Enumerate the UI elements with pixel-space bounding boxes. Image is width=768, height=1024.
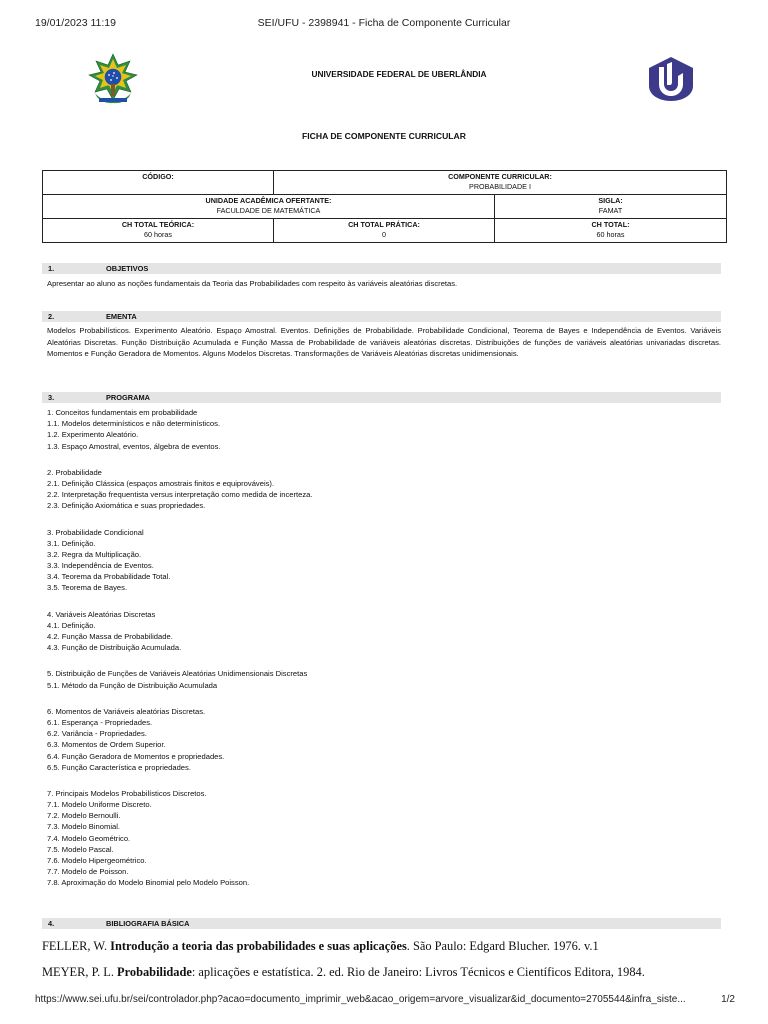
programa-subtopic: 7.3. Modelo Binomial. (47, 822, 121, 832)
programa-subtopic: 7.1. Modelo Uniforme Discreto. (47, 800, 152, 810)
programa-subtopic: 1.2. Experimento Aleatório. (47, 430, 139, 440)
print-document-title: SEI/UFU - 2398941 - Ficha de Componente Curricular (257, 17, 511, 29)
codigo-label: CÓDIGO: (142, 172, 174, 181)
page-number: 1/2 (721, 994, 735, 1005)
section-title: OBJETIVOS (106, 264, 149, 273)
ementa-text: Modelos Probabilísticos. Experimento Aleatório. Espaço Amostral. Eventos. Definições de Probabilidade. Probabilidade Condicional, Teorema de Bayes e Independência de Eventos. Variáveis Aleatórias Discretas. Função Distribuição Acumulada e Função Massa de Probabilidade de variáveis aleatórias discretas. Distribuições de funções de variáveis aleatórias univariadas discretas. Momentos e Função Geradora de Momentos. Alguns Modelos Discretas. Transformações de Variáveis Aleatórias discretas unidimensionais. (47, 326, 721, 358)
programa-topic-group (47, 527, 721, 594)
programa-subtopic: 3.1. Definição. (47, 538, 96, 548)
programa-list (47, 407, 721, 904)
section-number: 3. (48, 393, 55, 402)
componente-value: PROBABILIDADE I (469, 182, 531, 191)
codigo-cell (43, 171, 274, 195)
sigla-label: SIGLA: (598, 196, 623, 205)
university-name: UNIVERSIDADE FEDERAL DE UBERLÂNDIA (311, 69, 487, 79)
section-title: PROGRAMA (106, 393, 150, 402)
programa-topic-heading: 6. Momentos de Variáveis aleatórias Discretas. (47, 706, 206, 716)
section-title: BIBLIOGRAFIA BÁSICA (106, 919, 190, 928)
programa-topic-heading: 7. Principais Modelos Probabilísticos Discretos. (47, 788, 207, 798)
programa-subtopic: 6.2. Variância - Propriedades. (47, 729, 147, 739)
section-title: EMENTA (106, 312, 137, 321)
bibliography-author: MEYER, P. L. (42, 965, 118, 979)
programa-subtopic: 7.4. Modelo Geométrico. (47, 833, 131, 843)
programa-subtopic: 7.2. Modelo Bernoulli. (47, 811, 121, 821)
programa-topic-heading: 3. Probabilidade Condicional (47, 527, 144, 537)
programa-subtopic: 4.3. Função de Distribuição Acumulada. (47, 643, 182, 653)
bibliography-details: . São Paulo: Edgard Blucher. 1976. v.1 (406, 939, 599, 953)
programa-subtopic: 7.8. Aproximação do Modelo Binomial pelo Modelo Poisson. (47, 878, 250, 888)
programa-topic-heading: 4. Variáveis Aleatórias Discretas (47, 609, 156, 619)
unidade-value: FACULDADE DE MATEMÁTICA (216, 206, 321, 215)
programa-subtopic: 1.1. Modelos determinísticos e não determinísticos. (47, 419, 221, 429)
ch-pratica-label: CH TOTAL PRÁTICA: (348, 220, 420, 229)
section-number: 2. (48, 312, 55, 321)
ch-teorica-value: 60 horas (144, 230, 172, 239)
ch-pratica-value: 0 (382, 230, 386, 239)
programa-subtopic: 3.3. Independência de Eventos. (47, 561, 154, 571)
ch-total-cell (495, 219, 727, 243)
programa-topic-heading: 1. Conceitos fundamentais em probabilidade (47, 408, 198, 417)
sigla-cell (495, 195, 727, 219)
programa-subtopic: 2.3. Definição Axiomática e suas propriedades. (47, 501, 206, 511)
programa-subtopic: 7.7. Modelo de Poisson. (47, 867, 129, 877)
programa-subtopic: 4.1. Definição. (47, 620, 96, 630)
course-info-table (42, 170, 727, 243)
unidade-cell (43, 195, 495, 219)
section-objetivos-header (42, 263, 721, 274)
sigla-value: FAMAT (598, 206, 623, 215)
programa-subtopic: 2.2. Interpretação frequentista versus interpretação como medida de incerteza. (47, 490, 313, 500)
programa-subtopic: 3.5. Teorema de Bayes. (47, 583, 128, 593)
objetivos-text: Apresentar ao aluno as noções fundamentais da Teoria das Probabilidades com respeito às variáveis aleatórias discretas. (47, 279, 458, 288)
bibliography-entry (42, 938, 732, 954)
programa-topic-group (47, 609, 721, 654)
bibliography-entry (42, 964, 732, 980)
form-title: FICHA DE COMPONENTE CURRICULAR (302, 131, 466, 141)
bibliography-title: Probabilidade (117, 965, 192, 979)
bibliography-author: FELLER, W. (42, 939, 111, 953)
section-programa-header (42, 392, 721, 403)
programa-subtopic: 6.5. Função Característica e propriedades. (47, 762, 191, 772)
programa-subtopic: 7.6. Modelo Hipergeométrico. (47, 856, 147, 865)
section-number: 4. (48, 919, 55, 928)
programa-topic-group (47, 668, 721, 690)
ch-teorica-label: CH TOTAL TEÓRICA: (121, 220, 195, 229)
programa-subtopic: 3.2. Regra da Multiplicação. (47, 549, 142, 559)
programa-topic-group (47, 407, 721, 452)
programa-subtopic: 6.3. Momentos de Ordem Superior. (47, 740, 166, 750)
programa-subtopic: 6.1. Esperança - Propriedades. (47, 717, 153, 727)
brazil-coat-of-arms-icon (87, 53, 139, 105)
componente-cell (274, 171, 727, 195)
print-date: 19/01/2023 11:19 (35, 17, 116, 29)
bibliography-title: Introdução a teoria das probabilidades e suas aplicações (110, 939, 407, 953)
ch-teorica-cell (43, 219, 274, 243)
bibliography-details: : aplicações e estatística. 2. ed. Rio de Janeiro: Livros Técnicos e Científicos Editora, 1984. (191, 965, 645, 979)
section-number: 1. (48, 264, 55, 273)
programa-topic-group (47, 788, 721, 889)
programa-subtopic: 4.2. Função Massa de Probabilidade. (47, 632, 173, 641)
programa-subtopic: 2.1. Definição Clássica (espaços amostrais finitos e equiprováveis). (47, 478, 275, 488)
unidade-label: UNIDADE ACADÊMICA OFERTANTE: (205, 196, 332, 205)
programa-topic-group (47, 706, 721, 773)
programa-topic-group (47, 467, 721, 512)
programa-subtopic: 6.4. Função Geradora de Momentos e propriedades. (47, 751, 225, 761)
programa-topic-heading: 2. Probabilidade (47, 467, 102, 477)
ch-total-label: CH TOTAL: (591, 220, 630, 229)
programa-subtopic: 1.3. Espaço Amostral, eventos, álgebra de eventos. (47, 441, 221, 451)
print-url: https://www.sei.ufu.br/sei/controlador.php?acao=documento_imprimir_web&acao_origem=arvore_visualizar&id_documento=2705544&infra_siste... (35, 994, 686, 1005)
section-bibliografia-header (42, 918, 721, 929)
programa-subtopic: 7.5. Modelo Pascal. (47, 844, 114, 854)
ufu-logo-icon (647, 56, 695, 102)
programa-subtopic: 5.1. Método da Função de Distribuição Acumulada (47, 680, 218, 690)
section-ementa-header (42, 311, 721, 322)
ch-pratica-cell (274, 219, 495, 243)
componente-label: COMPONENTE CURRICULAR: (448, 172, 552, 181)
print-header (0, 17, 768, 31)
ch-total-value: 60 horas (596, 230, 625, 239)
programa-subtopic: 3.4. Teorema da Probabilidade Total. (47, 572, 171, 582)
programa-topic-heading: 5. Distribuição de Funções de Variáveis Aleatórias Unidimensionais Discretas (47, 669, 308, 679)
